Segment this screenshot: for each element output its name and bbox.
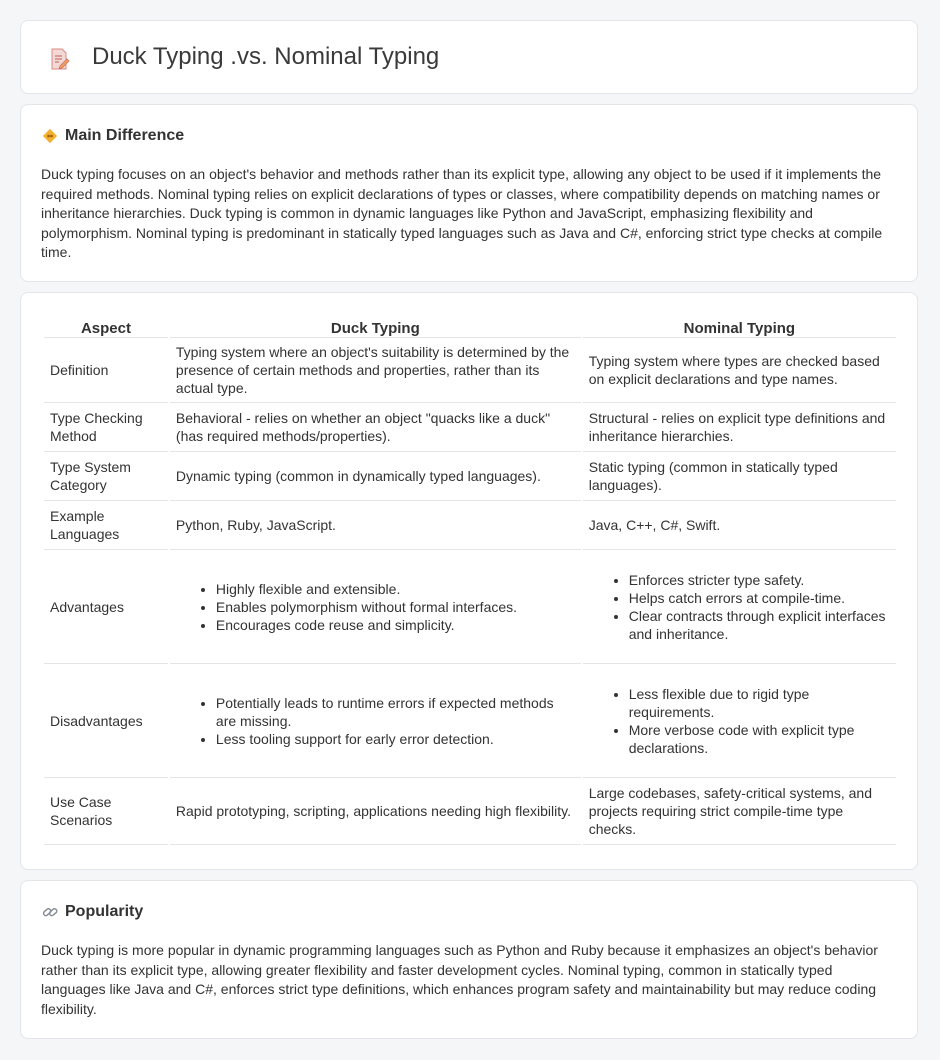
nominal-advantages-list bbox=[589, 571, 890, 643]
table-row bbox=[44, 550, 896, 664]
page-title: Duck Typing .vs. Nominal Typing bbox=[92, 43, 440, 70]
nominal-cell: Large codebases, safety-critical systems, and projects requiring strict compile-time type checks. bbox=[583, 778, 896, 845]
nominal-cell: Typing system where types are checked based on explicit declarations and type names. bbox=[583, 338, 896, 403]
nominal-disadvantages-list bbox=[589, 685, 890, 757]
header-duck-typing: Duck Typing bbox=[170, 315, 581, 338]
list-item: • More verbose code with explicit type declarations. bbox=[629, 721, 890, 757]
document-edit-icon bbox=[47, 47, 71, 71]
main-difference-text: Duck typing focuses on an object's behavior and methods rather than its explicit type, allowing any object to be used if it implements the required methods. Nominal typing relies on explicit declarations of types or classes, where compatibility depends on matching names or inheritance hierarchies. Duck typing is common in dynamic languages like Python and JavaScript, emphasizing flexibility and polymorphism. Nominal typing is predominant in statically typed languages such as Java and C#, enforcing strict type checks at compile time. bbox=[41, 166, 883, 261]
aspect-cell: Example Languages bbox=[44, 501, 168, 550]
header-nominal-typing: Nominal Typing bbox=[583, 315, 896, 338]
duck-cell: Dynamic typing (common in dynamically typed languages). bbox=[170, 452, 581, 501]
list-item: • Enables polymorphism without formal interfaces. bbox=[216, 598, 575, 616]
header-card bbox=[20, 20, 918, 94]
comparison-table-card bbox=[20, 292, 918, 870]
main-difference-card bbox=[20, 104, 918, 282]
list-item: • Enforces stricter type safety. bbox=[629, 571, 890, 589]
table-row bbox=[44, 403, 896, 452]
table-row bbox=[44, 338, 896, 403]
duck-disadvantages-list bbox=[176, 694, 575, 748]
aspect-cell: Type Checking Method bbox=[44, 403, 168, 452]
aspect-cell: Disadvantages bbox=[44, 664, 168, 778]
table-row bbox=[44, 452, 896, 501]
list-item: • Less tooling support for early error detection. bbox=[216, 730, 575, 748]
aspect-cell: Type System Category bbox=[44, 452, 168, 501]
duck-advantages-list bbox=[176, 580, 575, 634]
duck-cell: Typing system where an object's suitability is determined by the presence of certain methods and properties, rather than its actual type. bbox=[170, 338, 581, 403]
nominal-cell: Structural - relies on explicit type definitions and inheritance hierarchies. bbox=[583, 403, 896, 452]
list-item: • Potentially leads to runtime errors if expected methods are missing. bbox=[216, 694, 575, 730]
duck-cell: Rapid prototyping, scripting, applications needing high flexibility. bbox=[170, 778, 581, 845]
table-row bbox=[44, 664, 896, 778]
duck-cell bbox=[170, 550, 581, 664]
list-item: • Helps catch errors at compile-time. bbox=[629, 589, 890, 607]
table-row bbox=[44, 501, 896, 550]
aspect-cell: Advantages bbox=[44, 550, 168, 664]
link-icon bbox=[41, 903, 59, 921]
table-row bbox=[44, 778, 896, 845]
diamond-icon bbox=[41, 127, 59, 145]
header-aspect: Aspect bbox=[44, 315, 168, 338]
nominal-cell bbox=[583, 664, 896, 778]
popularity-card bbox=[20, 880, 918, 1039]
popularity-heading: Popularity bbox=[65, 903, 144, 920]
popularity-text: Duck typing is more popular in dynamic programming languages such as Python and Ruby because it emphasizes an object's behavior rather than its explicit type, allowing greater flexibility and faster development cycles. Nominal typing, common in statically typed languages like Java and C#, enforces strict type definitions, which enhances program safety and maintainability but may reduce coding flexibility. bbox=[41, 942, 878, 1017]
nominal-cell: Static typing (common in statically typed languages). bbox=[583, 452, 896, 501]
aspect-cell: Definition bbox=[44, 338, 168, 403]
list-item: • Encourages code reuse and simplicity. bbox=[216, 616, 575, 634]
aspect-cell: Use Case Scenarios bbox=[44, 778, 168, 845]
duck-cell: Behavioral - relies on whether an object "quacks like a duck" (has required methods/properties). bbox=[170, 403, 581, 452]
duck-cell: Python, Ruby, JavaScript. bbox=[170, 501, 581, 550]
list-item: • Clear contracts through explicit interfaces and inheritance. bbox=[629, 607, 890, 643]
list-item: • Less flexible due to rigid type requirements. bbox=[629, 685, 890, 721]
comparison-table bbox=[42, 315, 898, 845]
nominal-cell: Java, C++, C#, Swift. bbox=[583, 501, 896, 550]
nominal-cell bbox=[583, 550, 896, 664]
main-difference-heading: Main Difference bbox=[65, 127, 185, 144]
duck-cell bbox=[170, 664, 581, 778]
list-item: • Highly flexible and extensible. bbox=[216, 580, 575, 598]
